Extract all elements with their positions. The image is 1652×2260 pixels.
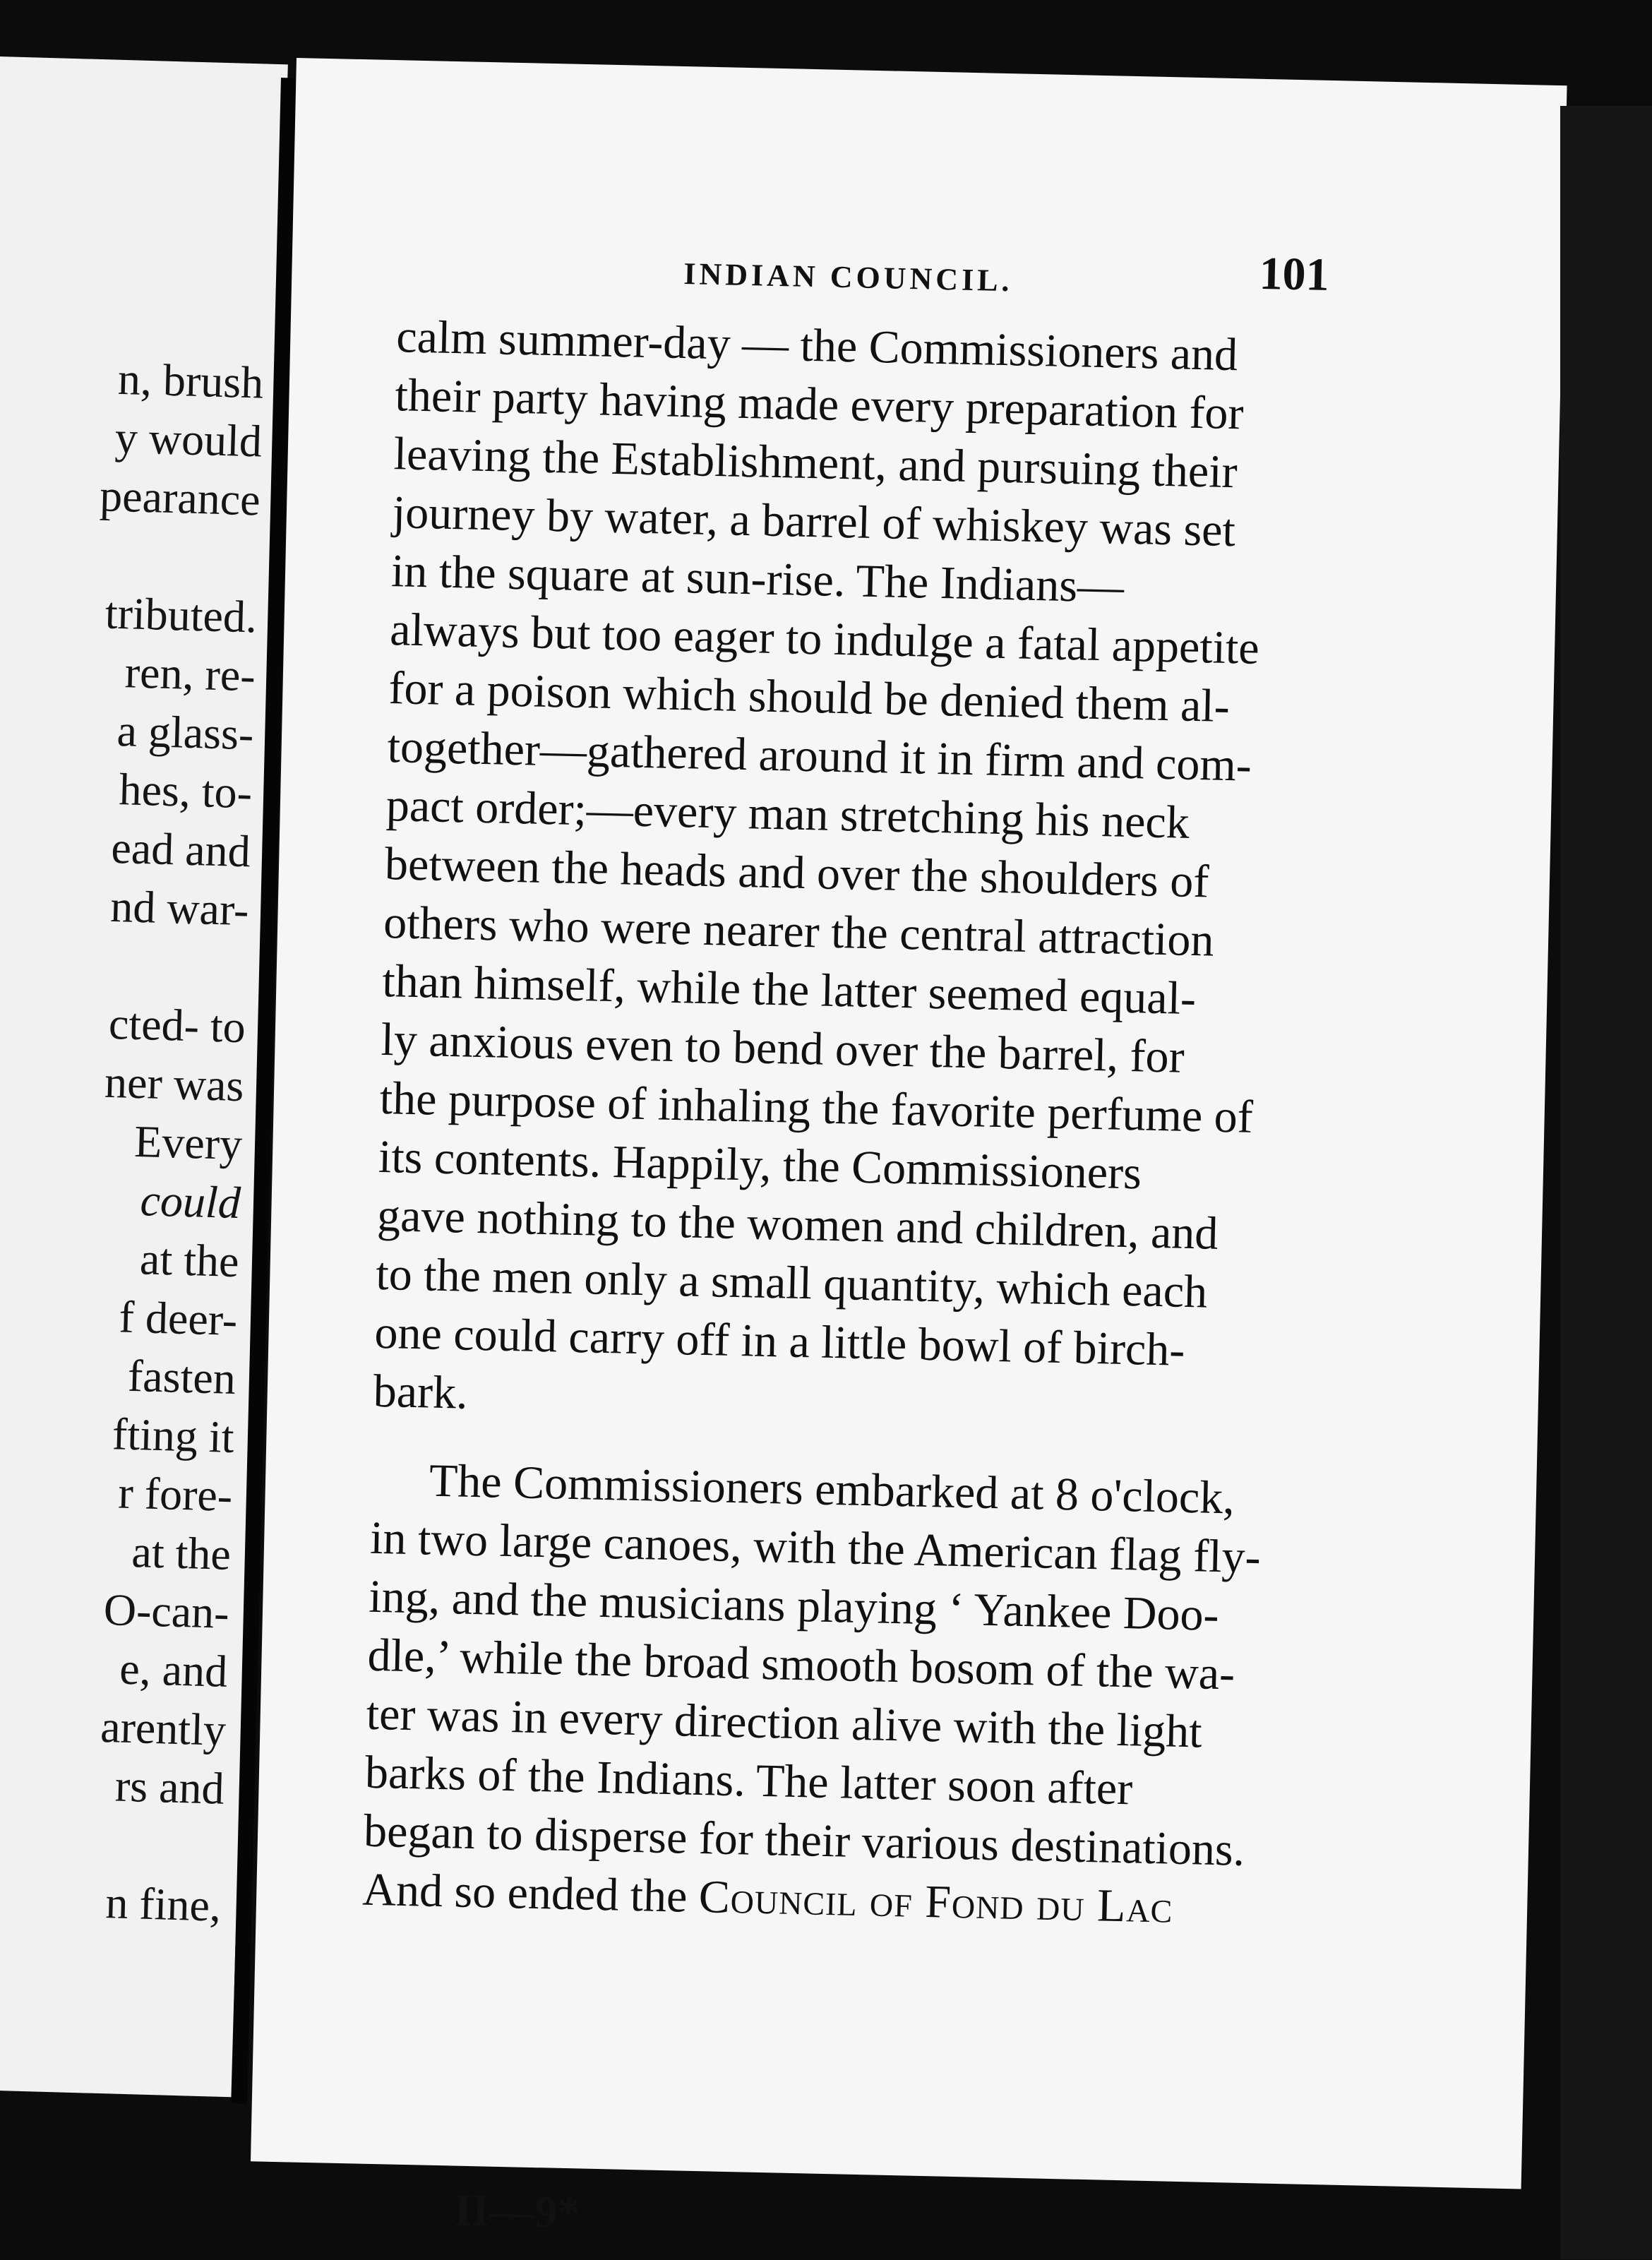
left-page-line: O-can- <box>102 1584 230 1638</box>
left-page-line: r fore- <box>117 1467 234 1521</box>
final-line-prefix: And so ended the <box>361 1863 700 1923</box>
left-page-line: nd war- <box>109 880 250 935</box>
body-line: leaving the Establishment, and pursuing their <box>393 428 1238 498</box>
council-title: Council of Fond du Lac <box>698 1871 1174 1933</box>
left-page-line: a glass- <box>116 705 255 760</box>
body-line: calm summer-day — the Commissioners and <box>395 311 1238 381</box>
left-page-line: ead and <box>110 822 251 877</box>
left-page-line: cted- to <box>108 998 246 1053</box>
left-page-line: fasten <box>127 1350 237 1404</box>
running-head: INDIAN COUNCIL. <box>683 256 1014 299</box>
body-line: pact order;—every man stretching his neck <box>385 779 1190 849</box>
left-page-line: rs and <box>114 1760 225 1814</box>
body-line: than himself, while the latter seemed equal- <box>381 955 1197 1025</box>
body-line: others who were nearer the central attraction <box>383 896 1215 967</box>
left-page-line: at the <box>131 1526 232 1579</box>
left-page-line: f deer- <box>118 1291 239 1346</box>
left-page-line: n fine, <box>104 1877 222 1931</box>
body-line: began to disperse for their various destinations. <box>363 1805 1245 1876</box>
page-edge <box>1560 106 1652 2259</box>
signature-mark: II—9* <box>453 2184 581 2238</box>
body-line: ing, and the musicians playing ‘ Yankee Doo- <box>368 1570 1220 1642</box>
left-page-line: pearance <box>99 470 261 525</box>
body-line: journey by water, a barrel of whiskey was set <box>392 486 1236 557</box>
body-line: in the square at sun-rise. The Indians— <box>390 545 1125 613</box>
left-page-line: y would <box>114 412 263 467</box>
left-page-line: fting it <box>112 1409 235 1463</box>
body-line: gave nothing to the women and children, and <box>376 1189 1219 1260</box>
body-line: always but too eager to indulge a fatal appetite <box>389 604 1260 674</box>
left-page-line: tributed. <box>104 587 258 642</box>
body-line: in two large canoes, with the American flag fly- <box>369 1512 1262 1584</box>
body-line: to the men only a small quantity, which each <box>375 1248 1208 1318</box>
body-line: bark. <box>373 1365 469 1419</box>
left-page-line: e, and <box>119 1643 229 1697</box>
body-line: their party having made every preparation for <box>394 369 1245 440</box>
page-number: 101 <box>1258 247 1330 301</box>
left-page-line: ren, re- <box>124 647 256 701</box>
body-line: for a poison which should be denied them al- <box>388 662 1231 733</box>
left-page-line: hes, to- <box>118 764 253 818</box>
left-page-line: n, brush <box>117 353 265 408</box>
body-line: together—gathered around it in firm and com- <box>386 721 1252 791</box>
body-text <box>362 307 1351 1939</box>
left-page-line: ner was <box>104 1056 245 1111</box>
left-page-line: arently <box>100 1701 227 1755</box>
body-line: ly anxious even to bend over the barrel, for <box>380 1013 1185 1083</box>
right-page <box>251 58 1567 2238</box>
body-line: barks of the Indians. The latter soon after <box>364 1746 1134 1815</box>
left-page-line: could <box>139 1175 241 1228</box>
body-line: dle,’ while the broad smooth bosom of the wa- <box>366 1629 1235 1700</box>
left-page-line: at the <box>139 1233 240 1287</box>
body-line: The Commissioners embarked at 8 o'clock, <box>429 1454 1235 1524</box>
body-line: one could carry off in a little bowl of birch- <box>373 1306 1186 1376</box>
body-line: its contents. Happily, the Commissioners <box>378 1130 1142 1200</box>
body-line: ter was in every direction alive with the light <box>366 1687 1203 1758</box>
body-line: between the heads and over the shoulders of <box>384 838 1210 908</box>
left-page-line: Every <box>133 1116 244 1170</box>
body-line: the purpose of inhaling the favorite perfume of <box>379 1072 1254 1143</box>
